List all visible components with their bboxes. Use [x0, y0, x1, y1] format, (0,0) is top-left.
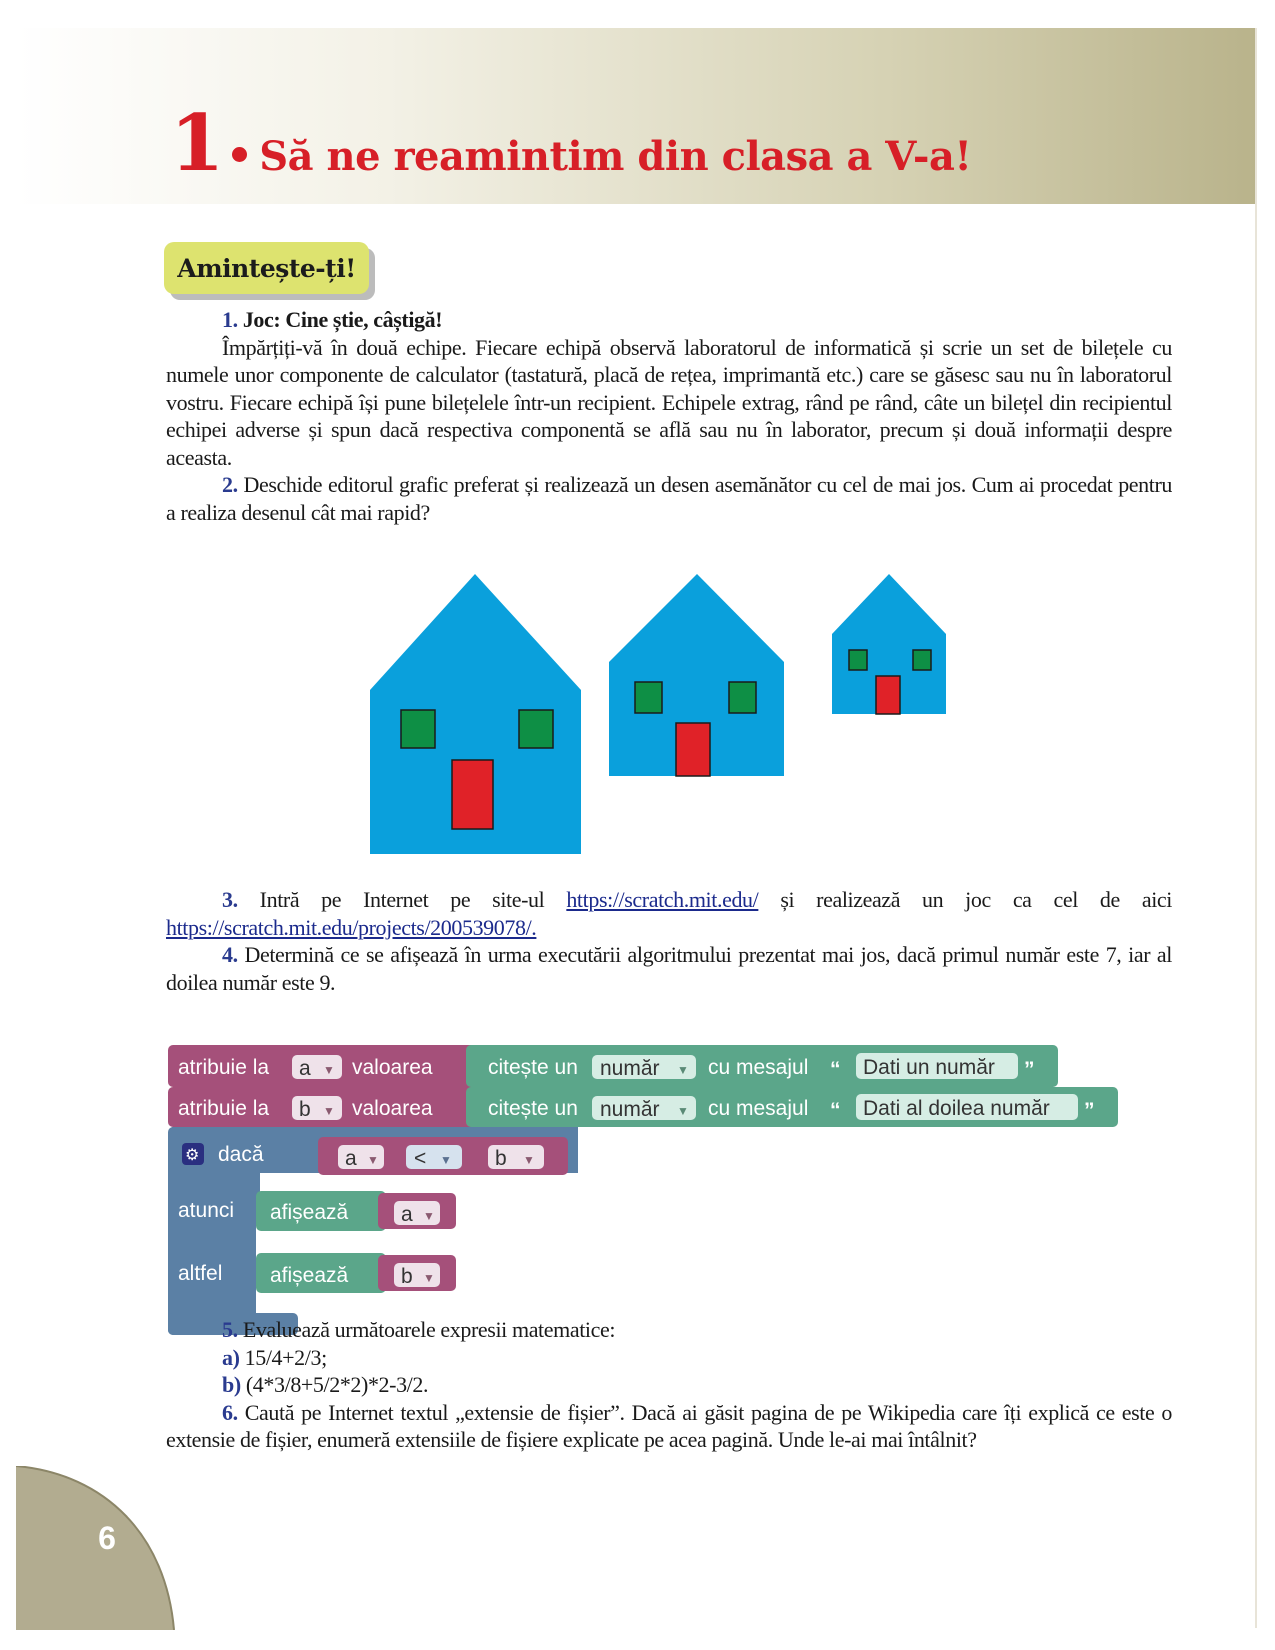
- ex1-title: Joc: Cine știe, câștigă!: [242, 307, 443, 332]
- house-medium-door: [676, 723, 710, 776]
- then-label: atunci: [178, 1199, 235, 1222]
- block-set-a: [168, 1045, 1058, 1087]
- chapter-number: 1: [170, 98, 223, 189]
- var-b-text-3: b: [401, 1265, 413, 1288]
- house-large-window-right: [519, 710, 553, 748]
- message-text-2: Dati al doilea număr: [863, 1097, 1050, 1120]
- var-b-text-2: b: [495, 1147, 507, 1170]
- page-edge: [1255, 28, 1257, 1628]
- exercise-6: [166, 1399, 1172, 1454]
- value-label-2: valoarea: [352, 1097, 433, 1120]
- ex2-body: Deschide editorul grafic preferat și realizează un desen asemănător cu cel de mai jos. Cum ai procedat pentru a realiza desenul cât mai rapid?: [166, 472, 1172, 525]
- print-label-2: afișează: [270, 1264, 349, 1287]
- ex5-b-expression: (4*3/8+5/2*2)*2-3/2.: [245, 1372, 429, 1397]
- houses-drawing: [370, 574, 1010, 854]
- house-large: [370, 574, 581, 854]
- block-set-b: [168, 1087, 1118, 1127]
- exercise-2: [166, 471, 1172, 526]
- var-b-text-1: b: [299, 1098, 311, 1121]
- reminder-badge: Amintește-ți!: [164, 242, 369, 294]
- chapter-title: Să ne reamintim din clasa a V-a!: [259, 133, 972, 180]
- type-text-2: număr: [600, 1098, 660, 1121]
- if-label: dacă: [218, 1143, 264, 1166]
- ex3-text-before: Intră pe Internet pe site-ul: [259, 887, 545, 912]
- dropdown-arrow-icon: ▼: [423, 1209, 435, 1223]
- value-label-1: valoarea: [352, 1056, 433, 1079]
- exercise-1: [166, 306, 1172, 526]
- ex4-number: 4.: [222, 942, 238, 967]
- ex1-body: Împărțiți-vă în două echipe. Fiecare echipă observă laboratorul de informatică și scrie un set de bilețele cu numele unor componente de calculator (tastatură, placă de rețea, imprimantă etc.) care se găsesc sau nu în laboratorul vostru. Fiecare echipă își pune bilețelele într-un recipient. Echipele extrag, rând pe rând, câte un bilețel din recipientul echipei adverse și spun dacă respectiva componentă se află sau nu în laborator, precum și două informații despre aceasta.: [166, 334, 1172, 470]
- dropdown-arrow-icon: ▼: [323, 1063, 335, 1077]
- exercise-4: [166, 941, 1172, 996]
- ex5-a-expression: 15/4+2/3;: [244, 1344, 327, 1370]
- var-a-text-3: a: [401, 1203, 413, 1226]
- dropdown-arrow-icon: ▼: [677, 1063, 689, 1077]
- exercise-3: [166, 886, 1172, 996]
- house-small-window-right: [913, 650, 931, 670]
- dropdown-arrow-icon: ▼: [367, 1153, 379, 1167]
- var-a-text-1: a: [299, 1057, 311, 1080]
- ex6-number: 6.: [222, 1399, 238, 1425]
- ex5-b-label: b): [222, 1372, 241, 1397]
- ex5-a-label: a): [222, 1344, 240, 1370]
- exercise-5: [166, 1316, 1172, 1454]
- chapter-heading: [170, 98, 971, 189]
- ex4-body: Determină ce se afișează în urma executării algoritmului prezentat mai jos, dacă primul număr este 7, iar al doilea număr este 9.: [166, 942, 1172, 995]
- house-large-window-left: [401, 710, 435, 748]
- dropdown-arrow-icon: ▼: [677, 1104, 689, 1118]
- read-label-1: citește un: [488, 1056, 578, 1079]
- ex3-number: 3.: [222, 887, 238, 912]
- dropdown-arrow-icon: ▼: [423, 1271, 435, 1285]
- msg-label-1: cu mesajul: [708, 1056, 809, 1079]
- ex5-body: Evaluează următoarele expresii matematice:: [242, 1317, 616, 1342]
- operator-text: <: [414, 1147, 427, 1170]
- house-medium-window-right: [729, 682, 756, 713]
- code-blocks: [168, 1045, 1180, 1345]
- house-small: [832, 574, 946, 714]
- print-label-1: afișează: [270, 1201, 349, 1224]
- read-label-2: citește un: [488, 1097, 578, 1120]
- page-number: 6: [98, 1520, 116, 1556]
- house-medium-window-left: [635, 682, 662, 713]
- ex2-number: 2.: [222, 472, 238, 497]
- gear-icon-glyph: ⚙: [185, 1147, 200, 1164]
- bullet-icon: [232, 147, 247, 162]
- quote-open-icon: “: [830, 1099, 841, 1122]
- type-text-1: număr: [600, 1057, 660, 1080]
- ex1-number: 1.: [222, 307, 238, 332]
- house-small-window-left: [849, 650, 867, 670]
- var-a-text-2: a: [345, 1147, 357, 1170]
- dropdown-arrow-icon: ▼: [323, 1104, 335, 1118]
- dropdown-arrow-icon: ▼: [523, 1153, 535, 1167]
- house-medium: [609, 574, 784, 776]
- quote-close-icon: ”: [1024, 1058, 1035, 1081]
- house-small-door: [876, 676, 900, 714]
- house-large-door: [452, 760, 493, 829]
- msg-label-2: cu mesajul: [708, 1097, 809, 1120]
- quote-close-icon: ”: [1084, 1099, 1095, 1122]
- else-label: altfel: [178, 1262, 223, 1285]
- set-b-label: atribuie la: [178, 1097, 270, 1120]
- scratch-project-link[interactable]: https://scratch.mit.edu/projects/200539078/.: [166, 914, 537, 940]
- ex5-number: 5.: [222, 1317, 238, 1342]
- ex3-text-middle: și realizează un joc ca cel de aici: [780, 887, 1172, 912]
- ex6-body: Caută pe Internet textul „extensie de fișier”. Dacă ai găsit pagina de pe Wikipedia care îți explică ce este o extensie de fișier, enumeră extensiile de fișiere explicate pe acea pagină. Unde le-ai mai întâlnit?: [166, 1399, 1172, 1452]
- quote-open-icon: “: [830, 1058, 841, 1081]
- set-a-label: atribuie la: [178, 1056, 270, 1079]
- dropdown-arrow-icon: ▼: [440, 1153, 452, 1167]
- block-if-else: [168, 1127, 578, 1335]
- message-text-1: Dati un număr: [863, 1056, 995, 1079]
- scratch-link[interactable]: https://scratch.mit.edu/: [566, 887, 759, 912]
